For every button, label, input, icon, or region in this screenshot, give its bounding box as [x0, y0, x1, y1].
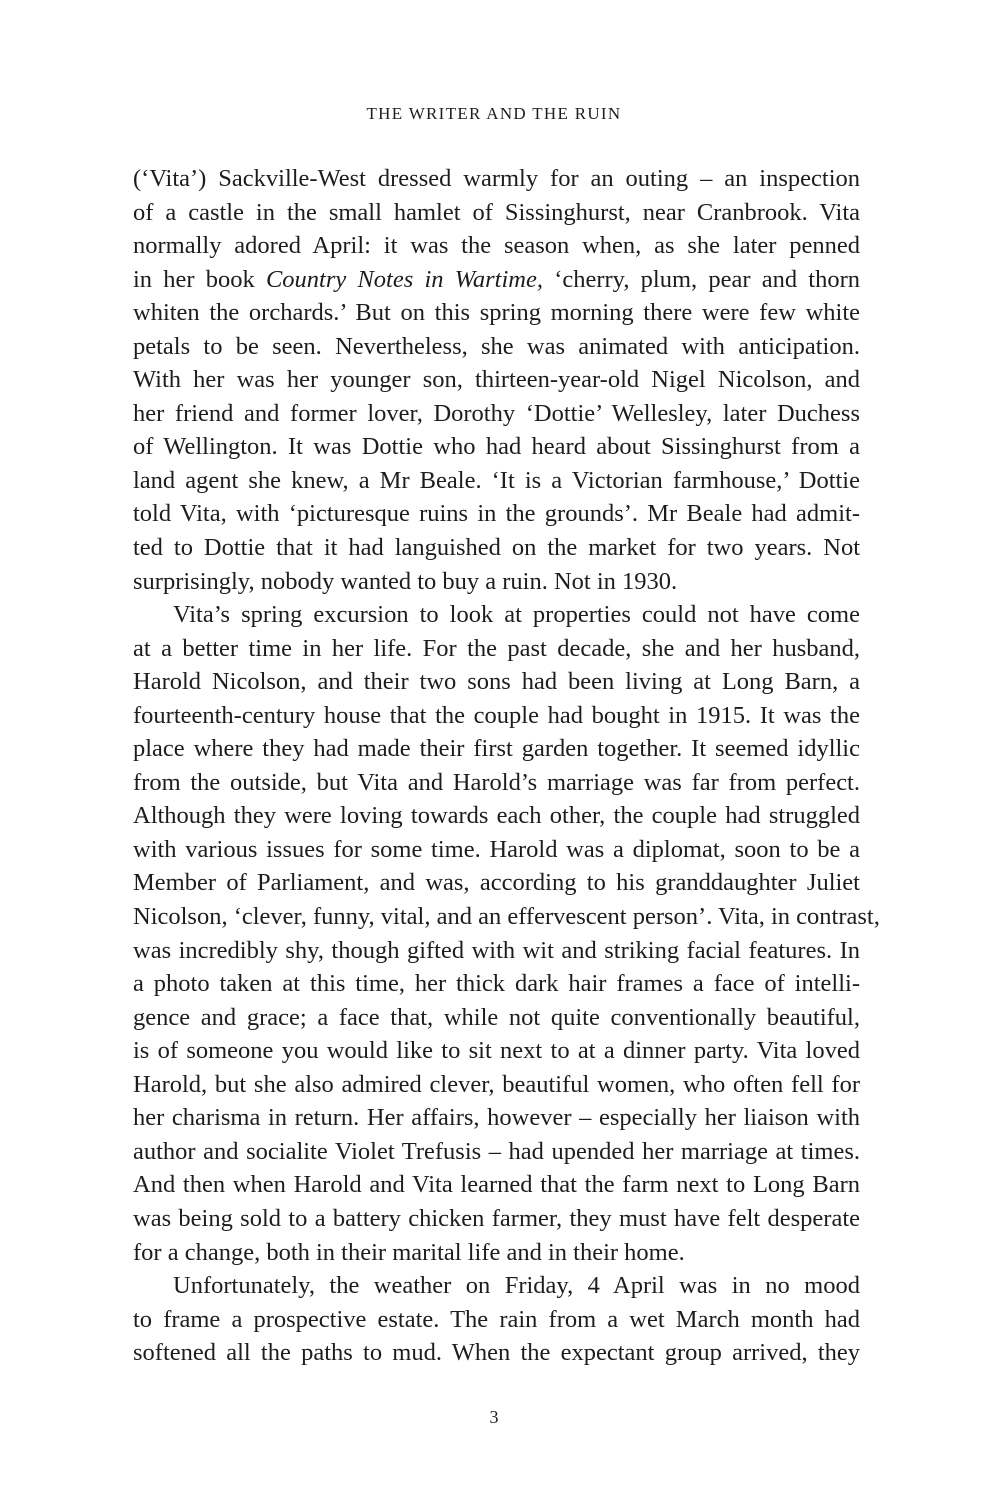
text-line: normally adored April: it was the season when, as she later penned: [133, 232, 860, 260]
text-line: Harold, but she also admired clever, beautiful women, who often fell for: [133, 1070, 860, 1098]
text-line: was incredibly shy, though gifted with wit and striking facial features. In: [133, 936, 860, 964]
text-line: gence and grace; a face that, while not quite conventionally beautiful,: [133, 1003, 860, 1031]
text-line: her friend and former lover, Dorothy ‘Dottie’ Wellesley, later Duchess: [133, 399, 860, 427]
text-line: from the outside, but Vita and Harold’s marriage was far from perfect.: [133, 768, 860, 796]
paragraph: [133, 1269, 860, 1370]
text-line: in her book Country Notes in Wartime, ‘cherry, plum, pear and thorn: [133, 265, 860, 293]
text-line: for a change, both in their marital life and in their home.: [133, 1238, 685, 1266]
text-line: Vita’s spring excursion to look at properties could not have come: [173, 601, 860, 629]
text-line: (‘Vita’) Sackville-West dressed warmly for an outing – an inspection: [133, 165, 860, 192]
text-line: of Wellington. It was Dottie who had heard about Sissinghurst from a: [133, 433, 860, 461]
text-line: her charisma in return. Her affairs, however – especially her liaison with: [133, 1104, 860, 1132]
text-line: was being sold to a battery chicken farmer, they must have felt desperate: [133, 1204, 860, 1232]
text-line: softened all the paths to mud. When the expectant group arrived, they: [133, 1339, 860, 1367]
page-number: 3: [489, 1407, 499, 1427]
text-line: ted to Dottie that it had languished on the market for two years. Not: [133, 534, 860, 562]
text-line: with various issues for some time. Harold was a diplomat, soon to be a: [133, 835, 860, 863]
text-line: author and socialite Violet Trefusis – had upended her marriage at times.: [133, 1137, 860, 1165]
text-line: place where they had made their first garden together. It seemed idyllic: [133, 735, 860, 763]
text-line: a photo taken at this time, her thick dark hair frames a face of intelli-: [133, 970, 860, 998]
paragraph: [133, 598, 880, 1269]
text-line: With her was her younger son, thirteen-year-old Nigel Nicolson, and: [133, 366, 860, 394]
text-line: surprisingly, nobody wanted to buy a ruin. Not in 1930.: [133, 567, 678, 595]
text-line: Although they were loving towards each other, the couple had struggled: [133, 802, 860, 830]
text-line: And then when Harold and Vita learned that the farm next to Long Barn: [133, 1171, 860, 1199]
text-line: Member of Parliament, and was, according to his granddaughter Juliet: [133, 869, 860, 897]
running-head: THE WRITER AND THE RUIN: [366, 104, 622, 123]
text-line: whiten the orchards.’ But on this spring morning there were few white: [133, 299, 860, 327]
text-line: Nicolson, ‘clever, funny, vital, and an effervescent person’. Vita, in contrast,: [133, 903, 880, 931]
text-line: Harold Nicolson, and their two sons had been living at Long Barn, a: [133, 668, 860, 696]
text-line: at a better time in her life. For the past decade, she and her husband,: [133, 634, 860, 662]
text-line: fourteenth-century house that the couple had bought in 1915. It was the: [133, 701, 860, 729]
text-line: is of someone you would like to sit next to at a dinner party. Vita loved: [133, 1037, 860, 1065]
book-title: Country Notes in Wartime,: [265, 265, 543, 293]
text-line: Unfortunately, the weather on Friday, 4 April was in no mood: [173, 1272, 860, 1300]
text-line: told Vita, with ‘picturesque ruins in the grounds’. Mr Beale had admit-: [133, 500, 860, 528]
body-text: [133, 162, 880, 1370]
text-line: of a castle in the small hamlet of Sissinghurst, near Cranbrook. Vita: [133, 198, 860, 226]
paragraph: [133, 162, 860, 598]
text-line: land agent she knew, a Mr Beale. ‘It is a Victorian farmhouse,’ Dottie: [133, 466, 860, 494]
text-line: petals to be seen. Nevertheless, she was animated with anticipation.: [133, 332, 860, 360]
text-line: to frame a prospective estate. The rain from a wet March month had: [133, 1305, 860, 1333]
